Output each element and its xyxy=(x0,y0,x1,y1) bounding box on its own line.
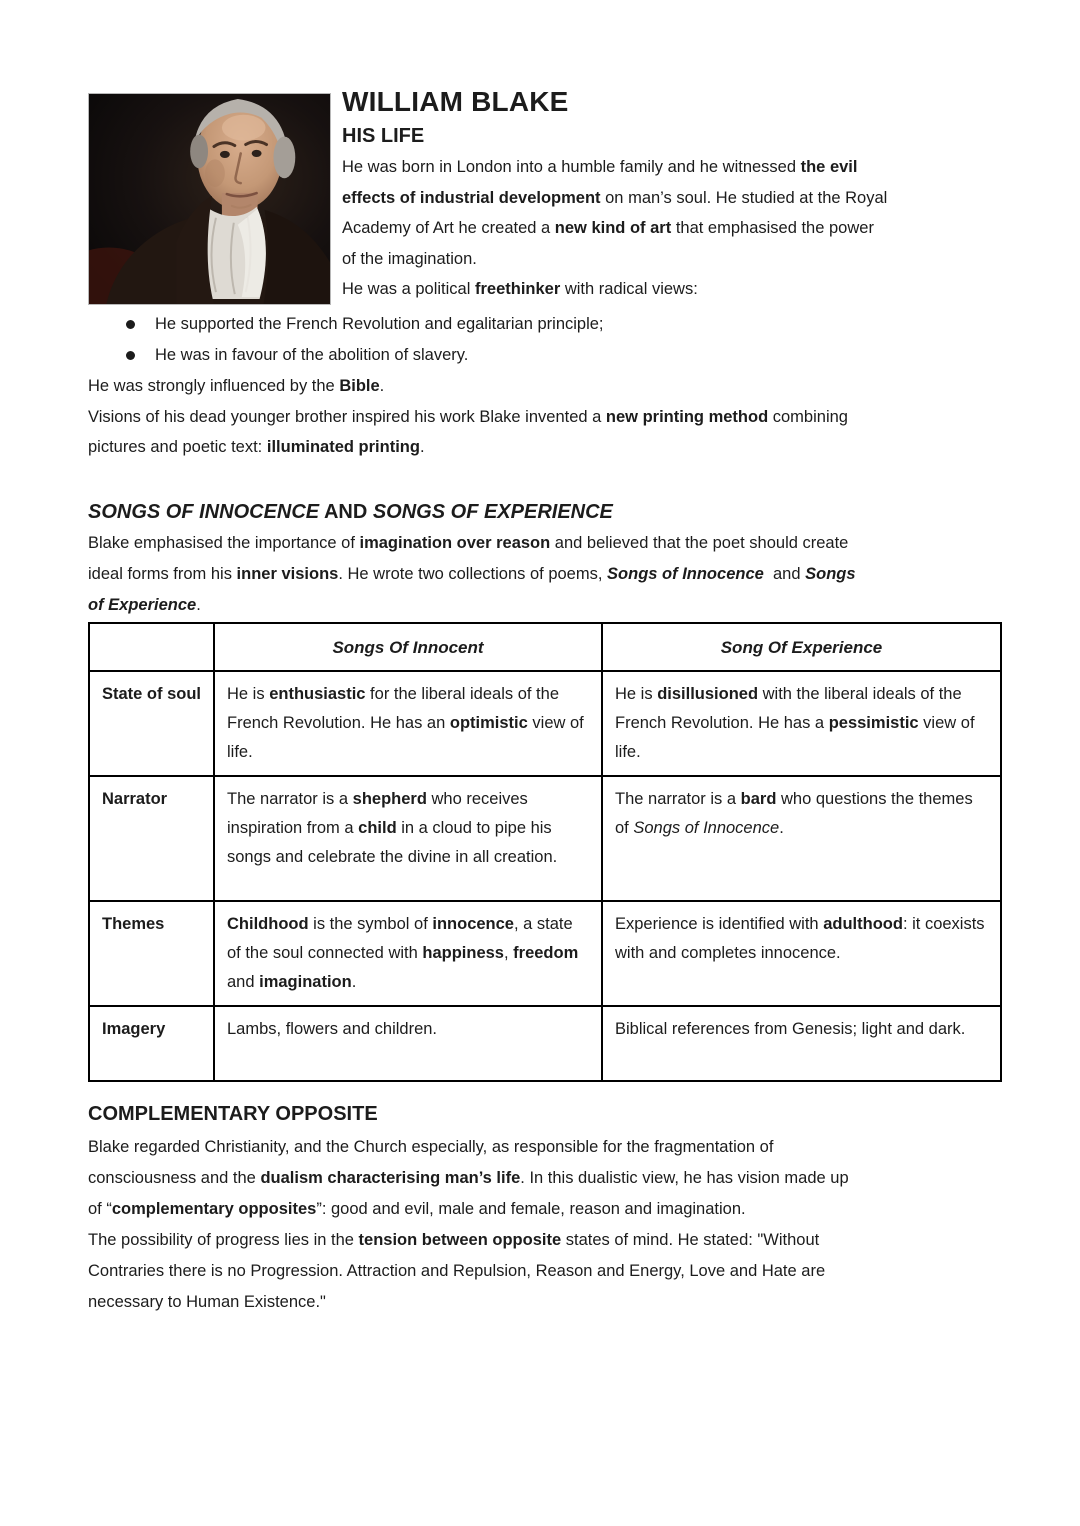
section-heading-complementary: COMPLEMENTARY OPPOSITE xyxy=(88,1103,378,1125)
text-line: Blake regarded Christianity, and the Church especially, as responsible for the fragmentation of xyxy=(88,1138,774,1156)
row-label: Narrator xyxy=(89,776,214,901)
william-blake-portrait xyxy=(88,93,331,305)
row-label: State of soul xyxy=(89,671,214,776)
table-cell: Experience is identified with adulthood: it coexists with and completes innocence. xyxy=(602,901,1001,1006)
text-line: of Experience. xyxy=(88,596,201,614)
section-heading-songs: SONGS OF INNOCENCE AND SONGS OF EXPERIENCE xyxy=(88,501,613,523)
table-cell: Childhood is the symbol of innocence, a state of the soul connected with happiness, freedom and imagination. xyxy=(214,901,602,1006)
complementary-paragraph xyxy=(88,1132,1000,1318)
table-row xyxy=(89,671,1001,776)
table-cell: Lambs, flowers and children. xyxy=(214,1006,602,1081)
table-cell: Biblical references from Genesis; light and dark. xyxy=(602,1006,1001,1081)
list-item-text: He was in favour of the abolition of slavery. xyxy=(155,346,469,364)
comparison-table xyxy=(88,622,1002,1082)
list-item-text: He supported the French Revolution and egalitarian principle; xyxy=(155,315,604,333)
list-item xyxy=(88,340,1000,371)
text-line: He was born in London into a humble family and he witnessed the evil xyxy=(342,158,858,176)
row-label: Imagery xyxy=(89,1006,214,1081)
text-line: Academy of Art he created a new kind of art that emphasised the power xyxy=(342,219,874,237)
bullet-icon xyxy=(126,320,135,329)
text-line: The possibility of progress lies in the tension between opposite states of mind. He stated: "Without xyxy=(88,1231,820,1249)
text-line: Blake emphasised the importance of imagination over reason and believed that the poet should create xyxy=(88,534,849,552)
table-header-row xyxy=(89,623,1001,671)
text-line: Contraries there is no Progression. Attraction and Repulsion, Reason and Energy, Love and Hate are xyxy=(88,1262,826,1280)
text-line: Visions of his dead younger brother inspired his work Blake invented a new printing method combining xyxy=(88,407,848,426)
table-header-songs-of-innocent: Songs Of Innocent xyxy=(214,623,602,671)
table-row xyxy=(89,776,1001,901)
table-header-song-of-experience: Song Of Experience xyxy=(602,623,1001,671)
table-row xyxy=(89,1006,1001,1081)
text-line: necessary to Human Existence." xyxy=(88,1293,326,1311)
table-cell: He is enthusiastic for the liberal ideals of the French Revolution. He has an optimistic view of life. xyxy=(214,671,602,776)
table-cell: The narrator is a bard who questions the themes of Songs of Innocence. xyxy=(602,776,1001,901)
biography-paragraph xyxy=(88,371,1000,463)
page-title: WILLIAM BLAKE xyxy=(342,86,569,117)
text-line: He was a political freethinker with radical views: xyxy=(342,280,698,298)
text-line: effects of industrial development on man’s soul. He studied at the Royal xyxy=(342,188,888,207)
text-line: consciousness and the dualism characterising man’s life. In this dualistic view, he has vision made up xyxy=(88,1169,849,1187)
bullet-list xyxy=(88,309,1000,371)
text-line: of the imagination. xyxy=(342,249,477,268)
table-cell: The narrator is a shepherd who receives inspiration from a child in a cloud to pipe his songs and celebrate the divine in all creation. xyxy=(214,776,602,901)
section-heading-his-life: HIS LIFE xyxy=(342,125,425,147)
list-item xyxy=(88,309,1000,340)
table-header-empty-cell xyxy=(89,623,214,671)
text-line: pictures and poetic text: illuminated printing. xyxy=(88,438,425,456)
text-line: He was strongly influenced by the Bible. xyxy=(88,377,385,395)
text-line: ideal forms from his inner visions. He wrote two collections of poems, Songs of Innocence and Songs xyxy=(88,565,856,583)
portrait-illustration xyxy=(89,94,330,304)
row-label: Themes xyxy=(89,901,214,1006)
table-cell: He is disillusioned with the liberal ideals of the French Revolution. He has a pessimistic view of life. xyxy=(602,671,1001,776)
songs-paragraph xyxy=(88,528,1000,621)
bullet-icon xyxy=(126,351,135,360)
text-line: of “complementary opposites”: good and evil, male and female, reason and imagination. xyxy=(88,1200,746,1218)
table-row xyxy=(89,901,1001,1006)
header-text-column xyxy=(342,84,1006,305)
